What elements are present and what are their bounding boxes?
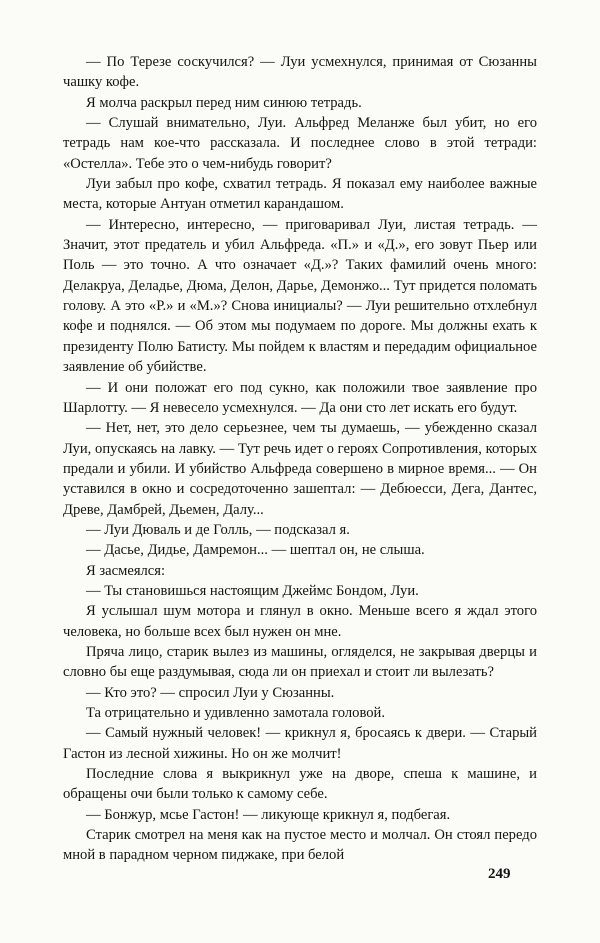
paragraph: Луи забыл про кофе, схватил тетрадь. Я показал ему наиболее важные места, которые Антуан отметил карандашом. bbox=[63, 176, 537, 213]
paragraph: — Самый нужный человек! — крикнул я, бросаясь к двери. — Старый Гастон из лесной хижины. Но он же молчит! bbox=[63, 725, 537, 762]
paragraph: Та отрицательно и удивленно замотала головой. bbox=[86, 705, 385, 721]
paragraph: — Луи Дюваль и де Голль, — подсказал я. bbox=[86, 521, 350, 538]
paragraph: — И они положат его под сукно, как положили твое заявление про Шарлотту. — Я невесело усмехнулся. — Да они сто лет искать его будут. bbox=[63, 379, 537, 416]
paragraph: Последние слова я выкрикнул уже на дворе, спеша к машине, и обращены очи были только к самому себе. bbox=[63, 766, 537, 803]
paragraph: — Бонжур, мсье Гастон! — ликующе крикнул я, подбегая. bbox=[86, 806, 451, 823]
paragraph: — Слушай внимательно, Луи. Альфред Меланже был убит, но его тетрадь нам кое-что рассказала. И последнее слово в этой тетради: «Остелла». Тебе это о чем-нибудь говорит? bbox=[63, 115, 537, 172]
paragraph: — Интересно, интересно, — приговаривал Луи, листая тетрадь. — Значит, этот предатель и убил Альфреда. «П.» и «Д.», его зовут Пьер или Поль — это точно. А что означает «Д.»? Таких фамилий очень много: Делакруа, Деладье, Дюма, Делон, Дарье, Демонжо... Тут придется поломать голову. А это «Р.» и «М.»? Снова инициалы? — Луи решительно отхлебнул кофе и поднялся. — Об этом мы подумаем по дороге. Мы должны ехать к президенту Полю Батисту. Мы пойдем к властям и передадим официальное заявление об убийстве. bbox=[63, 216, 537, 376]
page-number: 249 bbox=[488, 866, 511, 882]
paragraph: — По Терезе соскучился? — Луи усмехнулся, принимая от Сюзанны чашку кофе. bbox=[63, 54, 537, 91]
paragraph: — Кто это? — спросил Луи у Сюзанны. bbox=[86, 684, 335, 701]
paragraph: Старик смотрел на меня как на пустое место и молчал. Он стоял передо мной в парадном черном пиджаке, при белой bbox=[63, 827, 537, 864]
page-text bbox=[63, 52, 537, 866]
paragraph: — Дасье, Дидье, Дамремон... — шептал он, не слыша. bbox=[86, 542, 425, 559]
paragraph: Я молча раскрыл перед ним синюю тетрадь. bbox=[86, 94, 362, 111]
paragraph: — Ты становишься настоящим Джеймс Бондом, Луи. bbox=[86, 582, 419, 599]
paragraph: Я услышал шум мотора и глянул в окно. Меньше всего я ждал этого человека, но больше всех был нужен он мне. bbox=[63, 603, 537, 640]
paragraph: — Нет, нет, это дело серьезнее, чем ты думаешь, — убежденно сказал Луи, опускаясь на лавку. — Тут речь идет о героях Сопротивления, которых предали и убили. И убийство Альфреда совершено в мирное время... — Он уставился в окно и сосредоточенно зашептал: — Дебюесси, Дега, Дантес, Древе, Дамбрей, Дьемен, Далу... bbox=[63, 420, 537, 518]
paragraph: Я засмеялся: bbox=[86, 562, 166, 579]
paragraph: Пряча лицо, старик вылез из машины, огляделся, не закрывая дверцы и словно бы еще раздумывая, сюда ли он приехал и стоит ли вылезать? bbox=[63, 643, 537, 681]
